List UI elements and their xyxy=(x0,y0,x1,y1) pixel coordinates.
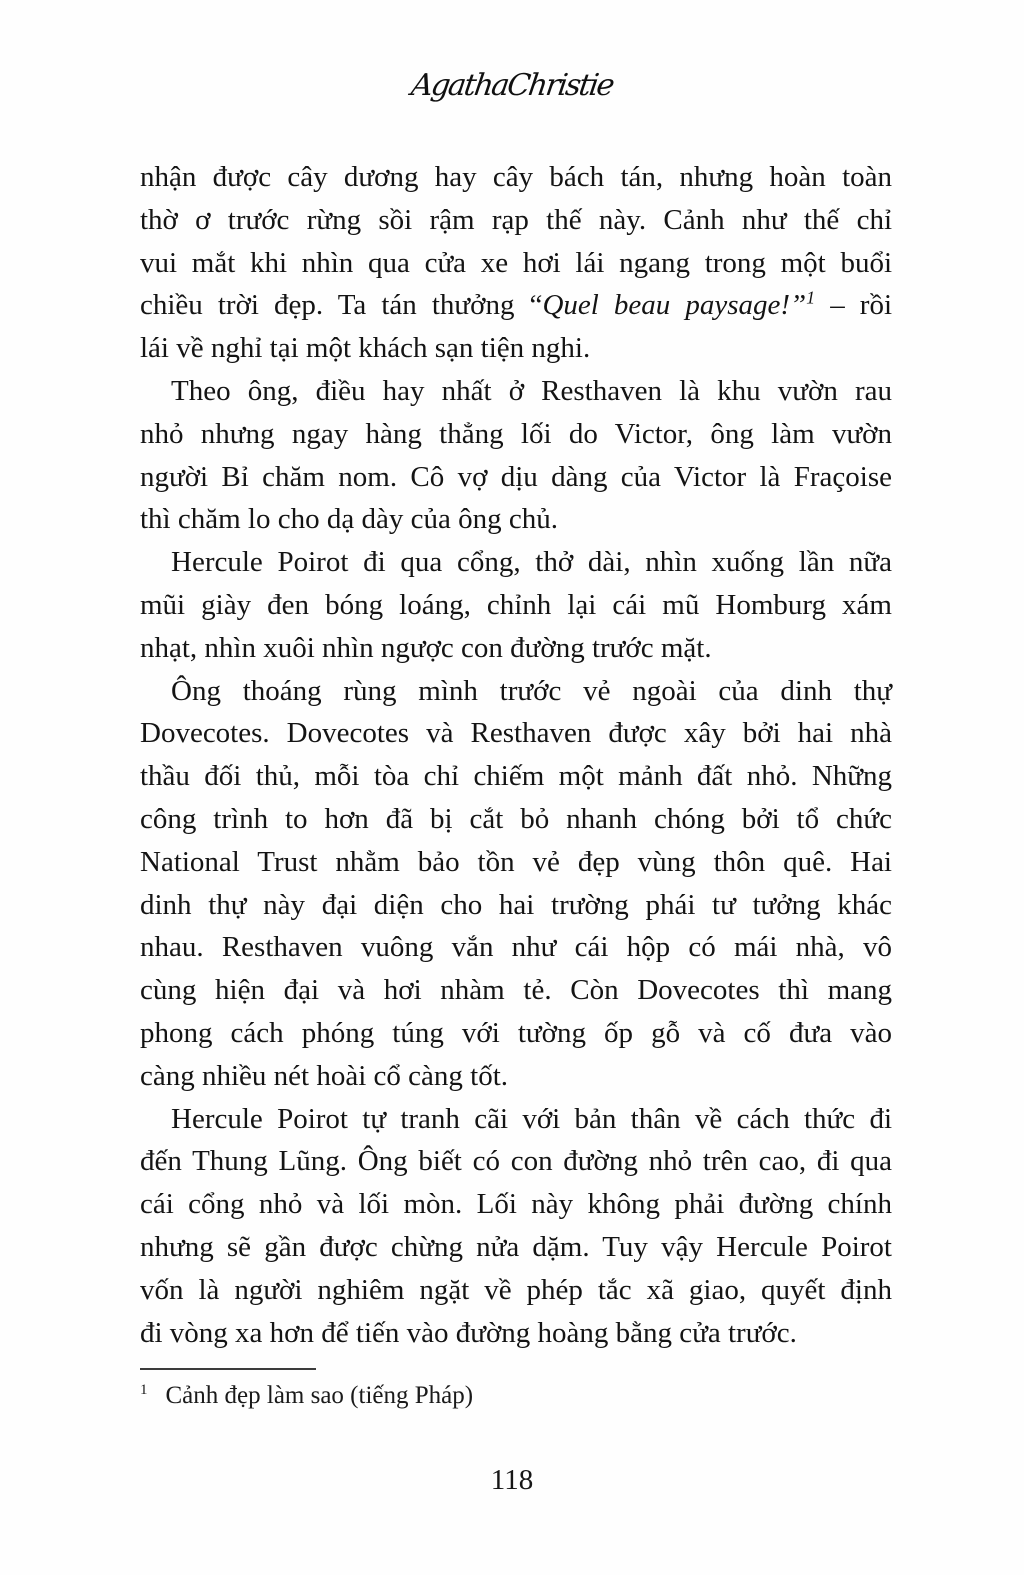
text-line: vui mắt khi nhìn qua cửa xe hơi lái ngang trong một buổi xyxy=(140,246,892,279)
footnote-text: Cảnh đẹp làm sao (tiếng Pháp) xyxy=(165,1382,474,1409)
footnote-marker: 1 xyxy=(140,1381,148,1398)
text-line: nhau. Resthaven vuông vắn như cái hộp có mái nhà, vô xyxy=(140,931,892,964)
text-line: Ông thoáng rùng mình trước vẻ ngoài của dinh thự xyxy=(171,674,892,707)
text-line: Theo ông, điều hay nhất ở Resthaven là khu vườn rau xyxy=(171,374,892,407)
paragraph xyxy=(140,670,892,1098)
text-line: vốn là người nghiêm ngặt về phép tắc xã giao, quyết định xyxy=(140,1273,892,1306)
text-line: đến Thung Lũng. Ông biết có con đường nhỏ trên cao, đi qua xyxy=(140,1145,892,1178)
text-line: cùng hiện đại và hơi nhàm tẻ. Còn Dovecotes thì mang xyxy=(140,974,892,1007)
text-line: cái cổng nhỏ và lối mòn. Lối này không phải đường chính xyxy=(140,1188,892,1221)
text-line: thầu đối thủ, mỗi tòa chỉ chiếm một mảnh đất nhỏ. Những xyxy=(140,760,892,793)
text-line: dinh thự này đại diện cho hai trường phái tư tưởng khác xyxy=(140,888,892,921)
author-signature: AgathaChristie xyxy=(409,68,615,103)
text-line: người Bỉ chăm nom. Cô vợ dịu dàng của Victor là Fraçoise xyxy=(140,460,892,493)
text-line: đi vòng xa hơn để tiến vào đường hoàng bằng cửa trước. xyxy=(140,1316,797,1349)
footnote-block xyxy=(140,1368,892,1413)
body-text xyxy=(140,156,892,1354)
paragraph xyxy=(140,370,892,541)
text-line: Hercule Poirot đi qua cổng, thở dài, nhìn xuống lần nữa xyxy=(171,546,892,579)
text-line: công trình to hơn đã bị cắt bỏ nhanh chóng bởi tổ chức xyxy=(140,802,892,835)
text-line: lái về nghỉ tại một khách sạn tiện nghi. xyxy=(140,332,591,365)
text-line: nhưng sẽ gần được chừng nửa dặm. Tuy vậy Hercule Poirot xyxy=(140,1230,892,1263)
text-line: mũi giày đen bóng loáng, chỉnh lại cái mũ Homburg xám xyxy=(140,588,892,621)
text-line: nhỏ nhưng ngay hàng thẳng lối do Victor, ông làm vườn xyxy=(140,417,892,450)
quote-post-text: – rồi xyxy=(815,289,893,322)
footnote-divider xyxy=(140,1368,316,1370)
text-line: Dovecotes. Dovecotes và Resthaven được xây bởi hai nhà xyxy=(140,717,892,750)
footnote-text-line xyxy=(140,1379,892,1413)
text-line: nhạt, nhìn xuôi nhìn ngược con đường trước mặt. xyxy=(140,631,712,664)
text-line: thì chăm lo cho dạ dày của ông chủ. xyxy=(140,503,558,536)
text-line: phong cách phóng túng với tường ốp gỗ và cố đưa vào xyxy=(140,1016,892,1049)
text-line-with-quote xyxy=(140,284,892,327)
text-line: nhận được cây dương hay cây bách tán, nhưng hoàn toàn xyxy=(140,161,892,193)
text-line: National Trust nhằm bảo tồn vẻ đẹp vùng thôn quê. Hai xyxy=(140,845,892,878)
paragraph xyxy=(140,1098,892,1355)
text-line: thờ ơ trước rừng sồi rậm rạp thế này. Cảnh như thế chỉ xyxy=(140,203,892,236)
page-number: 118 xyxy=(490,1464,534,1496)
paragraph xyxy=(140,156,892,370)
french-quote-italic: Quel beau paysage!” xyxy=(542,289,807,322)
quote-pre-text: chiều trời đẹp. Ta tán thưởng “ xyxy=(140,289,543,322)
text-line: Hercule Poirot tự tranh cãi với bản thân về cách thức đi xyxy=(171,1102,892,1135)
text-line: càng nhiều nét hoài cổ càng tốt. xyxy=(140,1059,509,1092)
paragraph xyxy=(140,541,892,669)
footnote-reference: 1 xyxy=(806,287,816,308)
